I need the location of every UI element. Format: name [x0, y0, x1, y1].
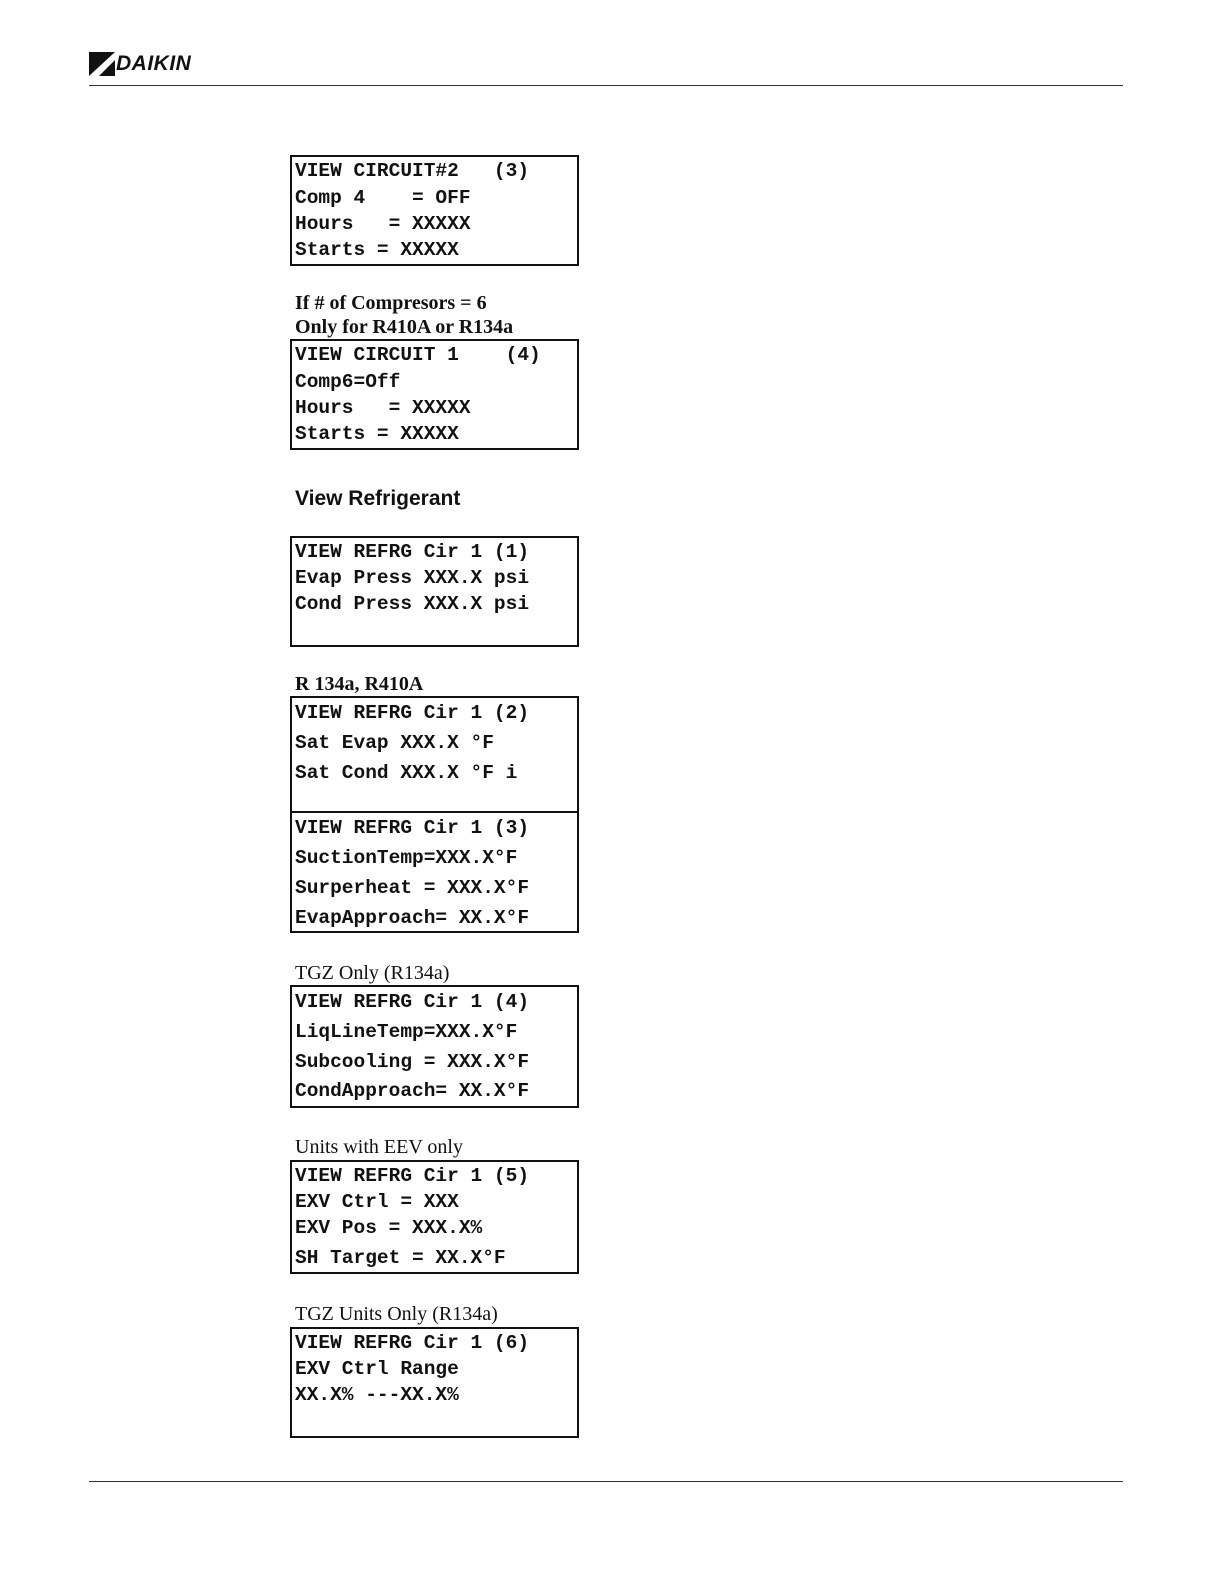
- lcd-line: Sat Evap XXX.X °F: [295, 732, 494, 754]
- lcd-screen-refrg-4: [290, 985, 579, 1108]
- lcd-line: VIEW REFRG Cir 1 (2): [295, 702, 530, 724]
- lcd-line: SuctionTemp=XXX.X°F: [295, 847, 518, 869]
- lcd-line: Surperheat = XXX.X°F: [295, 877, 530, 899]
- lcd-line: Starts = XXXXX: [295, 239, 459, 261]
- lcd-screen-circuit1-4: [290, 339, 579, 450]
- lcd-line: Subcooling = XXX.X°F: [295, 1051, 530, 1073]
- lcd-line: VIEW REFRG Cir 1 (5): [295, 1165, 530, 1187]
- lcd-line: Evap Press XXX.X psi: [295, 567, 530, 589]
- lcd-line: EXV Pos = XXX.X%: [295, 1217, 483, 1239]
- lcd-line: VIEW REFRG Cir 1 (1): [295, 541, 530, 563]
- lcd-screen-refrg-5: [290, 1160, 579, 1274]
- caption-r134a-r410a: R 134a, R410A: [295, 673, 424, 695]
- lcd-line: Starts = XXXXX: [295, 423, 459, 445]
- caption-six-compressors: If # of Compresors = 6: [295, 292, 487, 314]
- lcd-line: VIEW REFRG Cir 1 (6): [295, 1332, 530, 1354]
- caption-tgz-units-only: TGZ Units Only (R134a): [295, 1303, 498, 1325]
- lcd-line: LiqLineTemp=XXX.X°F: [295, 1021, 518, 1043]
- lcd-line: VIEW CIRCUIT 1 (4): [295, 344, 541, 366]
- lcd-line: VIEW CIRCUIT#2 (3): [295, 160, 530, 182]
- lcd-line: Sat Cond XXX.X °F i: [295, 762, 518, 784]
- lcd-line: VIEW REFRG Cir 1 (3): [295, 817, 530, 839]
- daikin-logo: [89, 52, 191, 76]
- lcd-line: Hours = XXXXX: [295, 397, 471, 419]
- caption-eev-only: Units with EEV only: [295, 1136, 463, 1158]
- daikin-logo-icon: [89, 52, 115, 76]
- lcd-line: SH Target = XX.X°F: [295, 1247, 506, 1269]
- lcd-line: Hours = XXXXX: [295, 213, 471, 235]
- lcd-line: Comp6=Off: [295, 371, 401, 393]
- lcd-line: XX.X% ---XX.X%: [295, 1384, 459, 1406]
- lcd-screen-refrg-6: [290, 1327, 579, 1438]
- caption-refrigerant-type: Only for R410A or R134a: [295, 316, 514, 338]
- lcd-line: EXV Ctrl Range: [295, 1358, 459, 1380]
- lcd-line: Cond Press XXX.X psi: [295, 593, 530, 615]
- caption-tgz-only: TGZ Only (R134a): [295, 962, 450, 984]
- page-header: [89, 52, 1123, 82]
- brand-name: DAIKIN: [116, 52, 192, 75]
- lcd-divider: [290, 811, 579, 813]
- lcd-line: CondApproach= XX.X°F: [295, 1080, 530, 1102]
- lcd-screen-circuit2-3: [290, 155, 579, 266]
- lcd-line: VIEW REFRG Cir 1 (4): [295, 991, 530, 1013]
- lcd-line: EXV Ctrl = XXX: [295, 1191, 459, 1213]
- lcd-screen-refrg-1: [290, 536, 579, 647]
- section-title: View Refrigerant: [295, 487, 461, 510]
- footer-rule: [89, 1481, 1123, 1482]
- header-rule: [89, 85, 1123, 86]
- lcd-screen-refrg-2: [290, 696, 579, 933]
- lcd-line: EvapApproach= XX.X°F: [295, 907, 530, 929]
- lcd-line: Comp 4 = OFF: [295, 187, 471, 209]
